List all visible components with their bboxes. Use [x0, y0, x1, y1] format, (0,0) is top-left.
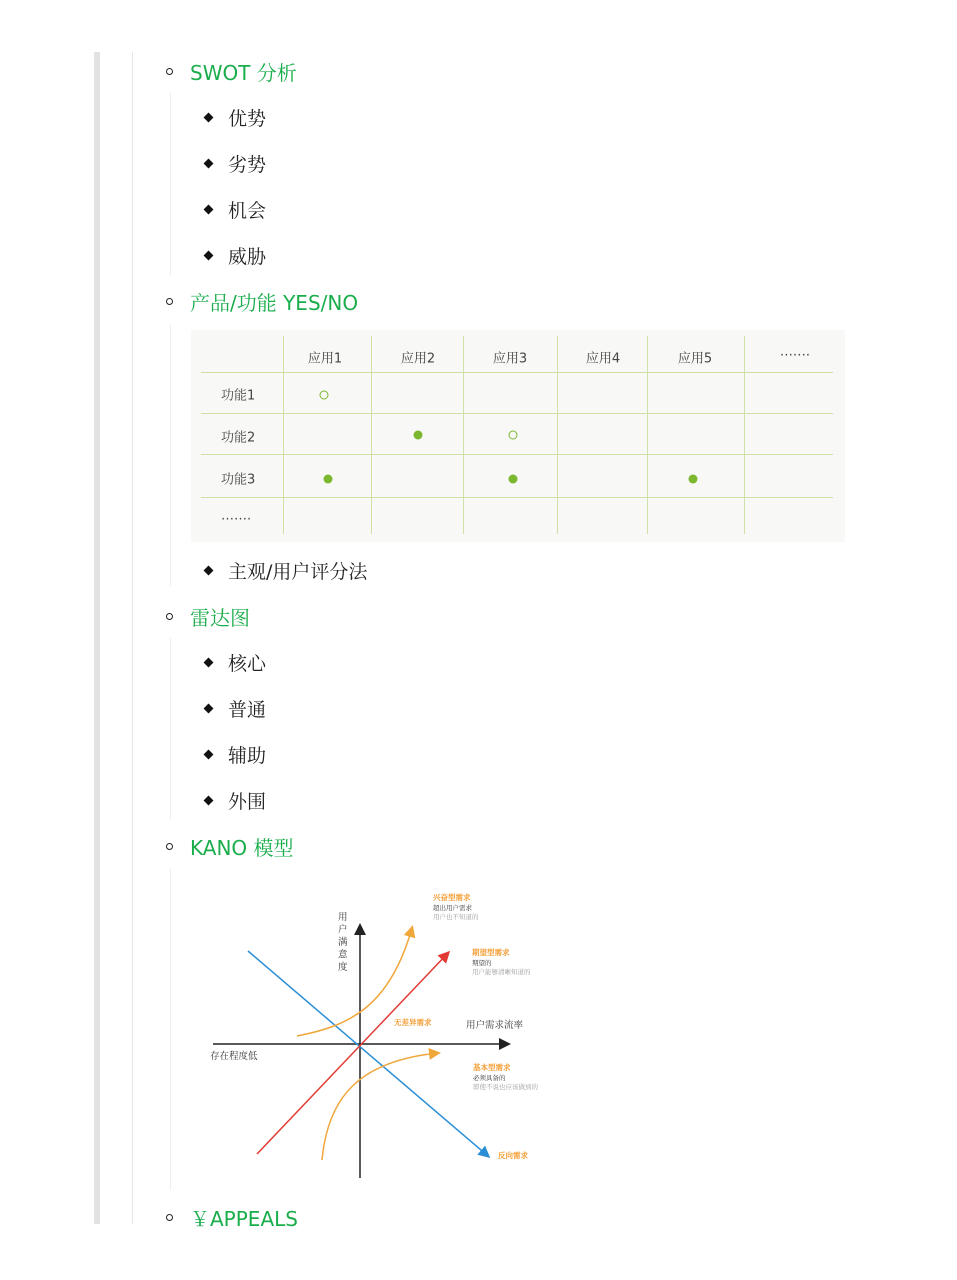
swot-heading: SWOT 分析: [190, 60, 297, 85]
table-rule: [463, 336, 464, 534]
kano-model-diagram: [200, 886, 550, 1186]
circle-bullet-icon: [166, 1214, 173, 1221]
filled-dot-mark: [509, 475, 518, 484]
list-item-label: 优势: [228, 107, 267, 130]
column-header: 应用4: [585, 351, 621, 367]
circle-bullet-icon: [166, 298, 173, 305]
list-item: [205, 150, 266, 176]
table-rule: [647, 336, 648, 534]
radar-heading: 雷达图: [190, 605, 250, 630]
diamond-bullet-icon: [204, 158, 214, 168]
y-axis-label: 用户满意度: [338, 912, 348, 973]
list-item-label: 核心: [228, 652, 267, 675]
left-label: 存在程度低: [210, 1051, 258, 1062]
column-header: 应用2: [400, 351, 436, 367]
diamond-bullet-icon: [204, 657, 214, 667]
table-rule: [201, 497, 833, 498]
empty-circle-mark: [320, 391, 329, 400]
expected-title: 期望型需求: [472, 948, 510, 957]
swot-guide-line: [170, 92, 171, 276]
list-item: [205, 695, 266, 721]
radar-guide-line: [170, 638, 171, 820]
diamond-bullet-icon: [204, 250, 214, 260]
row-label: …….: [221, 508, 252, 524]
table-rule: [744, 336, 745, 534]
table-rule: [557, 336, 558, 534]
list-item: [205, 741, 266, 767]
filled-dot-mark: [689, 475, 698, 484]
list-item: [205, 649, 266, 675]
expected-line2: 用户能够清晰知道的: [472, 968, 531, 976]
row-label: 功能3: [221, 472, 256, 488]
column-header: 应用1: [307, 351, 343, 367]
list-item-label: 辅助: [228, 744, 267, 767]
table-rule: [201, 454, 833, 455]
yesno-heading: 产品/功能 YES/NO: [190, 290, 359, 315]
appeals-heading: ￥APPEALS: [190, 1206, 298, 1231]
expected-line1: 期望的: [472, 959, 492, 967]
row-label: 功能1: [221, 388, 256, 404]
list-item: [205, 787, 266, 813]
list-item: [205, 557, 367, 583]
basic-line2: 即使不说也应该做到的: [473, 1083, 538, 1091]
left-margin-bar: [94, 52, 100, 1224]
kano-heading: KANO 模型: [190, 835, 294, 860]
diamond-bullet-icon: [204, 749, 214, 759]
outline-item-appeals[interactable]: [166, 1204, 298, 1230]
outline-item-kano[interactable]: [166, 833, 294, 859]
list-item-label: 威胁: [228, 245, 267, 268]
basic-line1: 必须具备的: [473, 1074, 506, 1082]
list-item: [205, 242, 266, 268]
basic-title: 基本型需求: [473, 1063, 511, 1072]
diamond-bullet-icon: [204, 204, 214, 214]
filled-dot-mark: [414, 431, 423, 440]
circle-bullet-icon: [166, 613, 173, 620]
table-rule: [201, 413, 833, 414]
outline-item-swot[interactable]: [166, 58, 297, 84]
list-item-label: 劣势: [228, 153, 267, 176]
outline-item-radar[interactable]: [166, 603, 250, 629]
list-item: [205, 196, 266, 222]
list-item-label: 机会: [228, 199, 267, 222]
circle-bullet-icon: [166, 843, 173, 850]
list-item: [205, 104, 266, 130]
empty-circle-mark: [509, 431, 518, 440]
table-rule: [371, 336, 372, 534]
kano-svg: [200, 886, 550, 1186]
circle-bullet-icon: [166, 68, 173, 75]
x-axis-label: 用户需求流率: [466, 1020, 524, 1031]
diamond-bullet-icon: [204, 565, 214, 575]
list-item-label: 普通: [228, 698, 267, 721]
yesno-guide-line: [170, 324, 171, 586]
feature-matrix-image: [191, 330, 845, 542]
list-item-label: 外围: [228, 790, 267, 813]
excitement-line2: 用户也不知道的: [433, 913, 479, 921]
filled-dot-mark: [324, 475, 333, 484]
diamond-bullet-icon: [204, 703, 214, 713]
column-header: …….: [779, 344, 811, 360]
basic-need-curve: [322, 1053, 438, 1160]
list-item-label: 主观/用户评分法: [228, 560, 368, 583]
column-header: 应用3: [492, 351, 528, 367]
reverse-title: 反向需求: [498, 1151, 528, 1160]
column-header: 应用5: [677, 351, 713, 367]
excitement-line1: 超出用户需求: [433, 904, 472, 912]
outline-item-yesno[interactable]: [166, 288, 358, 314]
row-label: 功能2: [221, 430, 256, 446]
diamond-bullet-icon: [204, 795, 214, 805]
outline-guide-line: [132, 52, 133, 1224]
excitement-title: 兴奋型需求: [433, 893, 471, 902]
indifferent-title: 无差异需求: [394, 1018, 432, 1027]
table-rule: [283, 336, 284, 534]
kano-guide-line: [170, 868, 171, 1190]
table-rule: [201, 372, 833, 373]
diamond-bullet-icon: [204, 112, 214, 122]
